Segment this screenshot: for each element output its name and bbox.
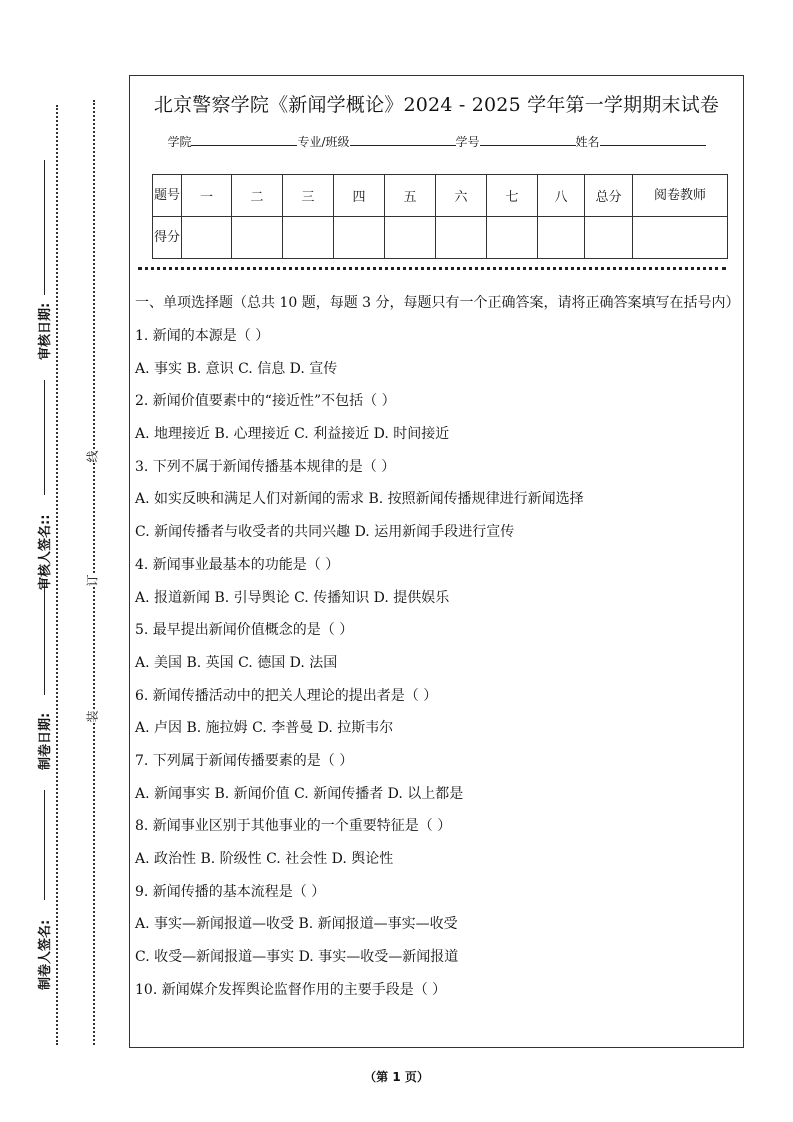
header-cell-question-no: 题号 [153, 175, 182, 217]
header-cell-5: 五 [385, 175, 436, 217]
exam-content [135, 292, 740, 1012]
header-cell-grader: 阅卷教师 [633, 175, 728, 217]
question-4: 4. 新闻事业最基本的功能是（ ） [135, 556, 340, 573]
header-cell-7: 七 [487, 175, 538, 217]
question-2-options: A. 地理接近 B. 心理接近 C. 利益接近 D. 时间接近 [135, 426, 450, 443]
maker-signature-label: 制卷人签名: [38, 919, 53, 990]
binding-mark-line: 线 [85, 450, 100, 463]
header-cell-8: 八 [538, 175, 585, 217]
signature-line-reviewer [44, 380, 45, 495]
name-label: 姓名 [575, 135, 600, 149]
section-heading: 一、单项选择题（总共 10 题，每题 3 分，每题只有一个正确答案，请将正确答案填写在括号内） [135, 295, 740, 311]
question-6-options: A. 卢因 B. 施拉姆 C. 李普曼 D. 拉斯韦尔 [135, 720, 394, 737]
question-6: 6. 新闻传播活动中的把关人理论的提出者是（ ） [135, 687, 438, 704]
header-cell-1: 一 [182, 175, 232, 217]
header-cell-total: 总分 [585, 175, 633, 217]
header-cell-6: 六 [436, 175, 487, 217]
review-date-label: 审核日期: [38, 302, 53, 360]
question-1: 1. 新闻的本源是（ ） [135, 328, 270, 344]
student-info-row [130, 133, 743, 150]
score-cell-1[interactable] [182, 217, 232, 259]
question-9-options: A. 事实—新闻报道—收受 B. 新闻报道—事实—收受 [135, 916, 458, 933]
question-3-options: A. 如实反映和满足人们对新闻的需求 B. 按照新闻传播规律进行新闻选择 [135, 491, 584, 508]
binding-margin [0, 0, 125, 1122]
header-cell-2: 二 [232, 175, 283, 217]
student-id-field[interactable] [480, 133, 576, 146]
question-4-options: A. 报道新闻 B. 引导舆论 C. 传播知识 D. 提供娱乐 [135, 589, 450, 606]
question-5: 5. 最早提出新闻价值概念的是（ ） [135, 622, 354, 639]
binding-mark-bind: 装 [85, 710, 100, 723]
score-cell-8[interactable] [538, 217, 585, 259]
reviewer-signature-label: 审核人签名:: [38, 514, 53, 590]
dotted-divider [138, 267, 726, 270]
make-date-label: 制卷日期: [38, 712, 53, 770]
question-9-options: C. 收受—新闻报道—事实 D. 事实—收受—新闻报道 [135, 949, 459, 966]
question-7: 7. 下列属于新闻传播要素的是（ ） [135, 752, 354, 769]
score-table-header-row [153, 175, 728, 217]
score-cell-total[interactable] [585, 217, 633, 259]
question-7-options: A. 新闻事实 B. 新闻价值 C. 新闻传播者 D. 以上都是 [135, 785, 464, 802]
question-8-options: A. 政治性 B. 阶级性 C. 社会性 D. 舆论性 [135, 851, 394, 867]
header-cell-4: 四 [334, 175, 385, 217]
question-8: 8. 新闻事业区别于其他事业的一个重要特征是（ ） [135, 818, 452, 835]
score-cell-grader[interactable] [633, 217, 728, 259]
signature-line-maker [44, 790, 45, 900]
question-10: 10. 新闻媒介发挥舆论监督作用的主要手段是（ ） [135, 981, 447, 998]
name-field[interactable] [600, 133, 706, 146]
exam-frame [129, 75, 744, 1048]
signature-line-review-date [44, 160, 45, 295]
score-row-label: 得分 [153, 217, 182, 259]
binding-dotted-line [93, 100, 95, 1045]
score-cell-4[interactable] [334, 217, 385, 259]
score-table [152, 174, 728, 259]
binding-mark-staple: 订 [85, 574, 100, 587]
question-5-options: A. 美国 B. 英国 C. 德国 D. 法国 [135, 654, 338, 671]
exam-title: 北京警察学院《新闻学概论》2024 - 2025 学年第一学期期末试卷 [153, 94, 720, 116]
score-cell-7[interactable] [487, 217, 538, 259]
score-cell-3[interactable] [283, 217, 334, 259]
college-field[interactable] [191, 133, 297, 146]
question-1-options: A. 事实 B. 意识 C. 信息 D. 宣传 [135, 360, 338, 377]
student-id-label: 学号 [455, 135, 480, 149]
score-cell-6[interactable] [436, 217, 487, 259]
college-label: 学院 [167, 135, 192, 149]
question-3: 3. 下列不属于新闻传播基本规律的是（ ） [135, 458, 396, 475]
question-9: 9. 新闻传播的基本流程是（ ） [135, 883, 326, 900]
score-table-score-row [153, 217, 728, 259]
major-class-field[interactable] [350, 133, 456, 146]
major-class-label: 专业/班级 [297, 135, 350, 149]
score-cell-5[interactable] [385, 217, 436, 259]
page-number: （第 1 页） [364, 1070, 429, 1084]
question-2: 2. 新闻价值要素中的“接近性”不包括（ ） [135, 393, 396, 410]
question-3-options: C. 新闻传播者与收受者的共同兴趣 D. 运用新闻手段进行宣传 [135, 524, 515, 541]
score-cell-2[interactable] [232, 217, 283, 259]
question-list [135, 326, 735, 1012]
signature-line-make-date [44, 585, 45, 695]
header-cell-3: 三 [283, 175, 334, 217]
outer-dotted-line [56, 105, 58, 1045]
